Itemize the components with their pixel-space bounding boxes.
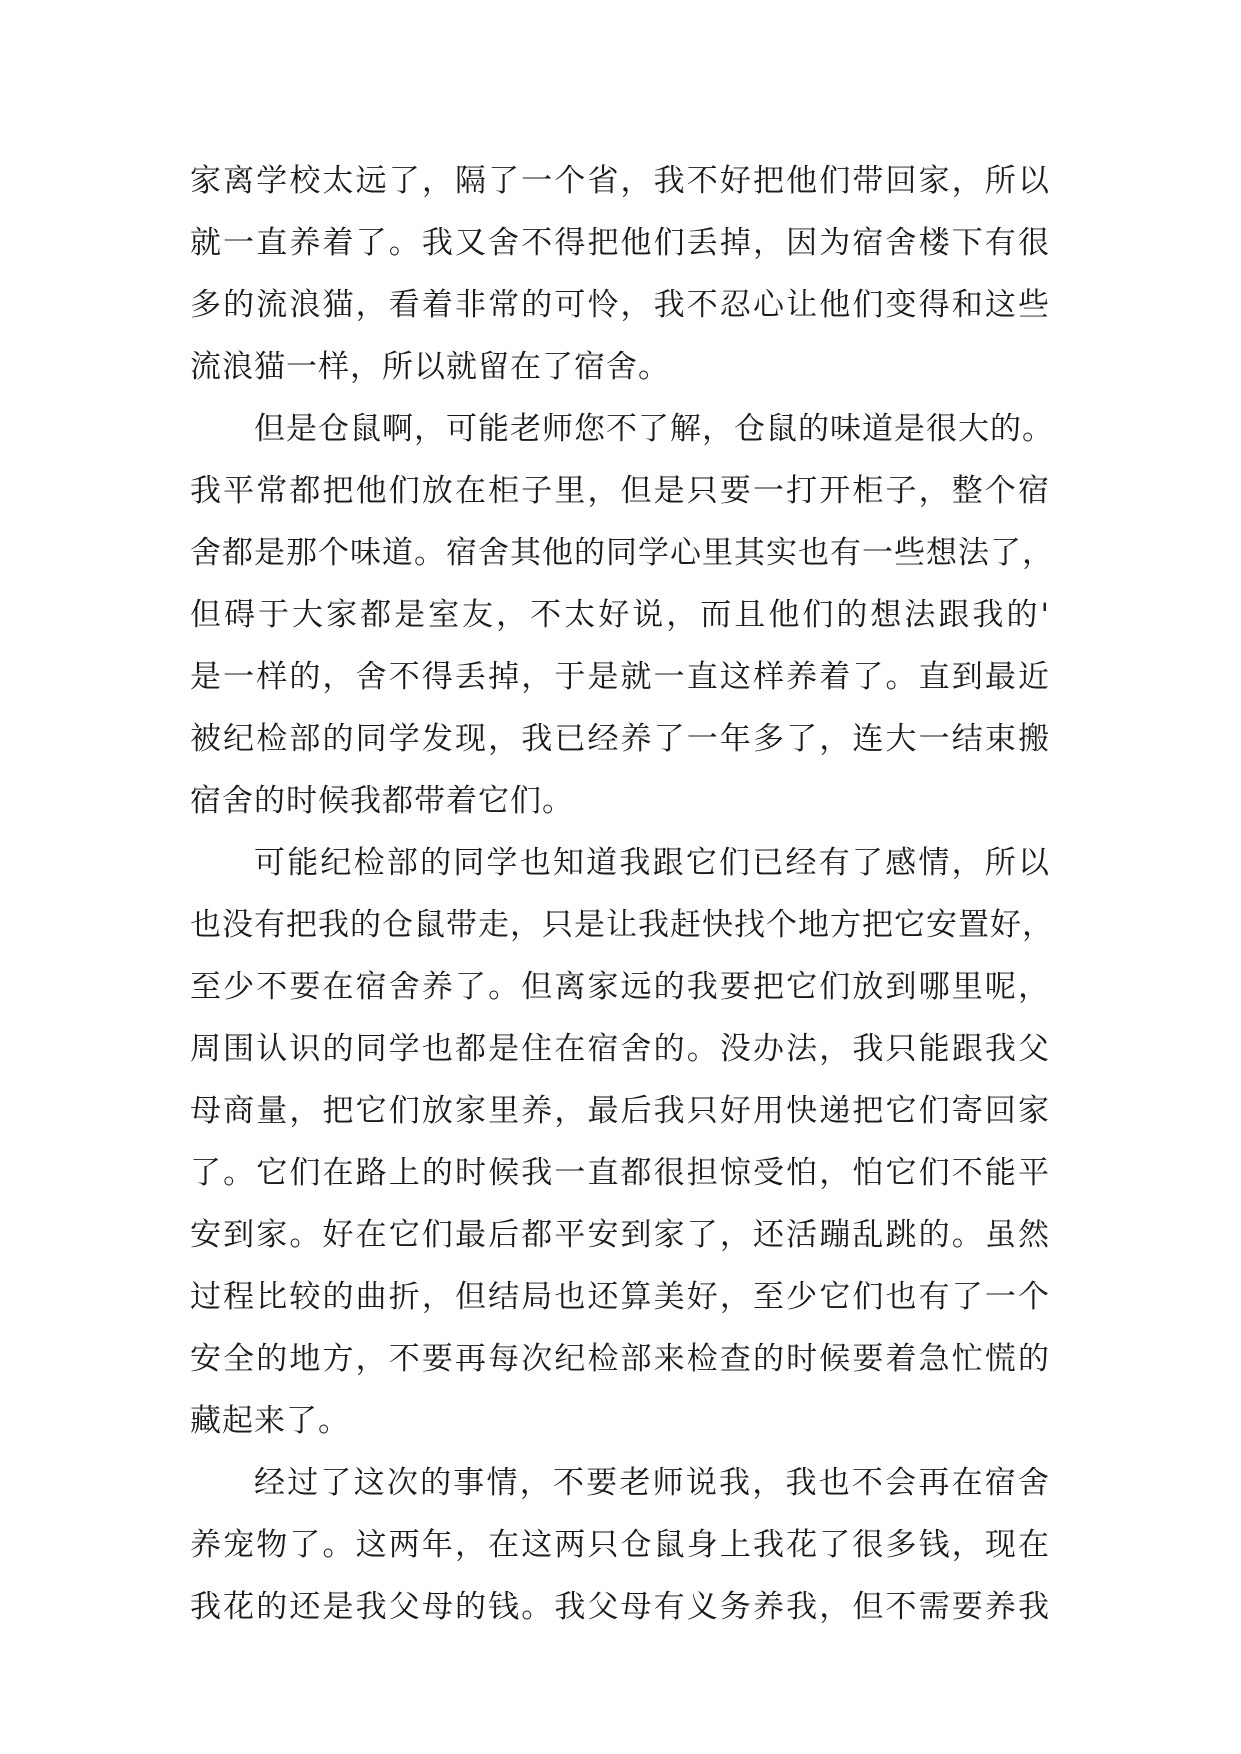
text-line: 流浪猫一样，所以就留在了宿舍。 [190, 349, 670, 385]
text-line: 被纪检部的同学发现，我已经养了一年多了，连大一结束搬 [190, 721, 1050, 757]
text-line: 也没有把我的仓鼠带走，只是让我赶快找个地方把它安置好， [190, 907, 1054, 943]
text-line: 家离学校太远了，隔了一个省，我不好把他们带回家，所以 [190, 163, 1050, 199]
text-line: 我花的还是我父母的钱。我父母有义务养我，但不需要养我 [190, 1589, 1050, 1625]
text-line: 我平常都把他们放在柜子里，但是只要一打开柜子，整个宿 [190, 473, 1050, 509]
text-line: 可能纪检部的同学也知道我跟它们已经有了感情，所以 [254, 845, 1050, 881]
text-line: 至少不要在宿舍养了。但离家远的我要把它们放到哪里呢， [190, 969, 1050, 1005]
text-line: 但碍于大家都是室友，不太好说，而且他们的想法跟我的' [190, 597, 1050, 633]
text-line: 多的流浪猫，看着非常的可怜，我不忍心让他们变得和这些 [190, 287, 1050, 323]
text-line: 安全的地方，不要再每次纪检部来检查的时候要着急忙慌的 [190, 1341, 1050, 1377]
paragraph-4 [190, 1452, 1050, 1638]
text-line: 养宠物了。这两年，在这两只仓鼠身上我花了很多钱，现在 [190, 1527, 1050, 1563]
text-line: 舍都是那个味道。宿舍其他的同学心里其实也有一些想法了， [190, 535, 1054, 571]
paragraph-3 [190, 832, 1054, 1452]
text-line: 就一直养着了。我又舍不得把他们丢掉，因为宿舍楼下有很 [190, 225, 1050, 261]
text-line: 宿舍的时候我都带着它们。 [190, 783, 574, 819]
paragraph-2 [190, 398, 1054, 832]
text-line: 但是仓鼠啊，可能老师您不了解，仓鼠的味道是很大的。 [254, 411, 1054, 447]
text-line: 安到家。好在它们最后都平安到家了，还活蹦乱跳的。虽然 [190, 1217, 1050, 1253]
paragraph-1 [190, 150, 1050, 398]
text-line: 了。它们在路上的时候我一直都很担惊受怕，怕它们不能平 [190, 1155, 1050, 1191]
text-line: 藏起来了。 [190, 1403, 350, 1439]
text-line: 过程比较的曲折，但结局也还算美好，至少它们也有了一个 [190, 1279, 1050, 1315]
document-page [190, 150, 1054, 1638]
text-line: 经过了这次的事情，不要老师说我，我也不会再在宿舍 [254, 1465, 1050, 1501]
text-line: 母商量，把它们放家里养，最后我只好用快递把它们寄回家 [190, 1093, 1050, 1129]
text-line: 是一样的，舍不得丢掉，于是就一直这样养着了。直到最近 [190, 659, 1050, 695]
text-line: 周围认识的同学也都是住在宿舍的。没办法，我只能跟我父 [190, 1031, 1050, 1067]
